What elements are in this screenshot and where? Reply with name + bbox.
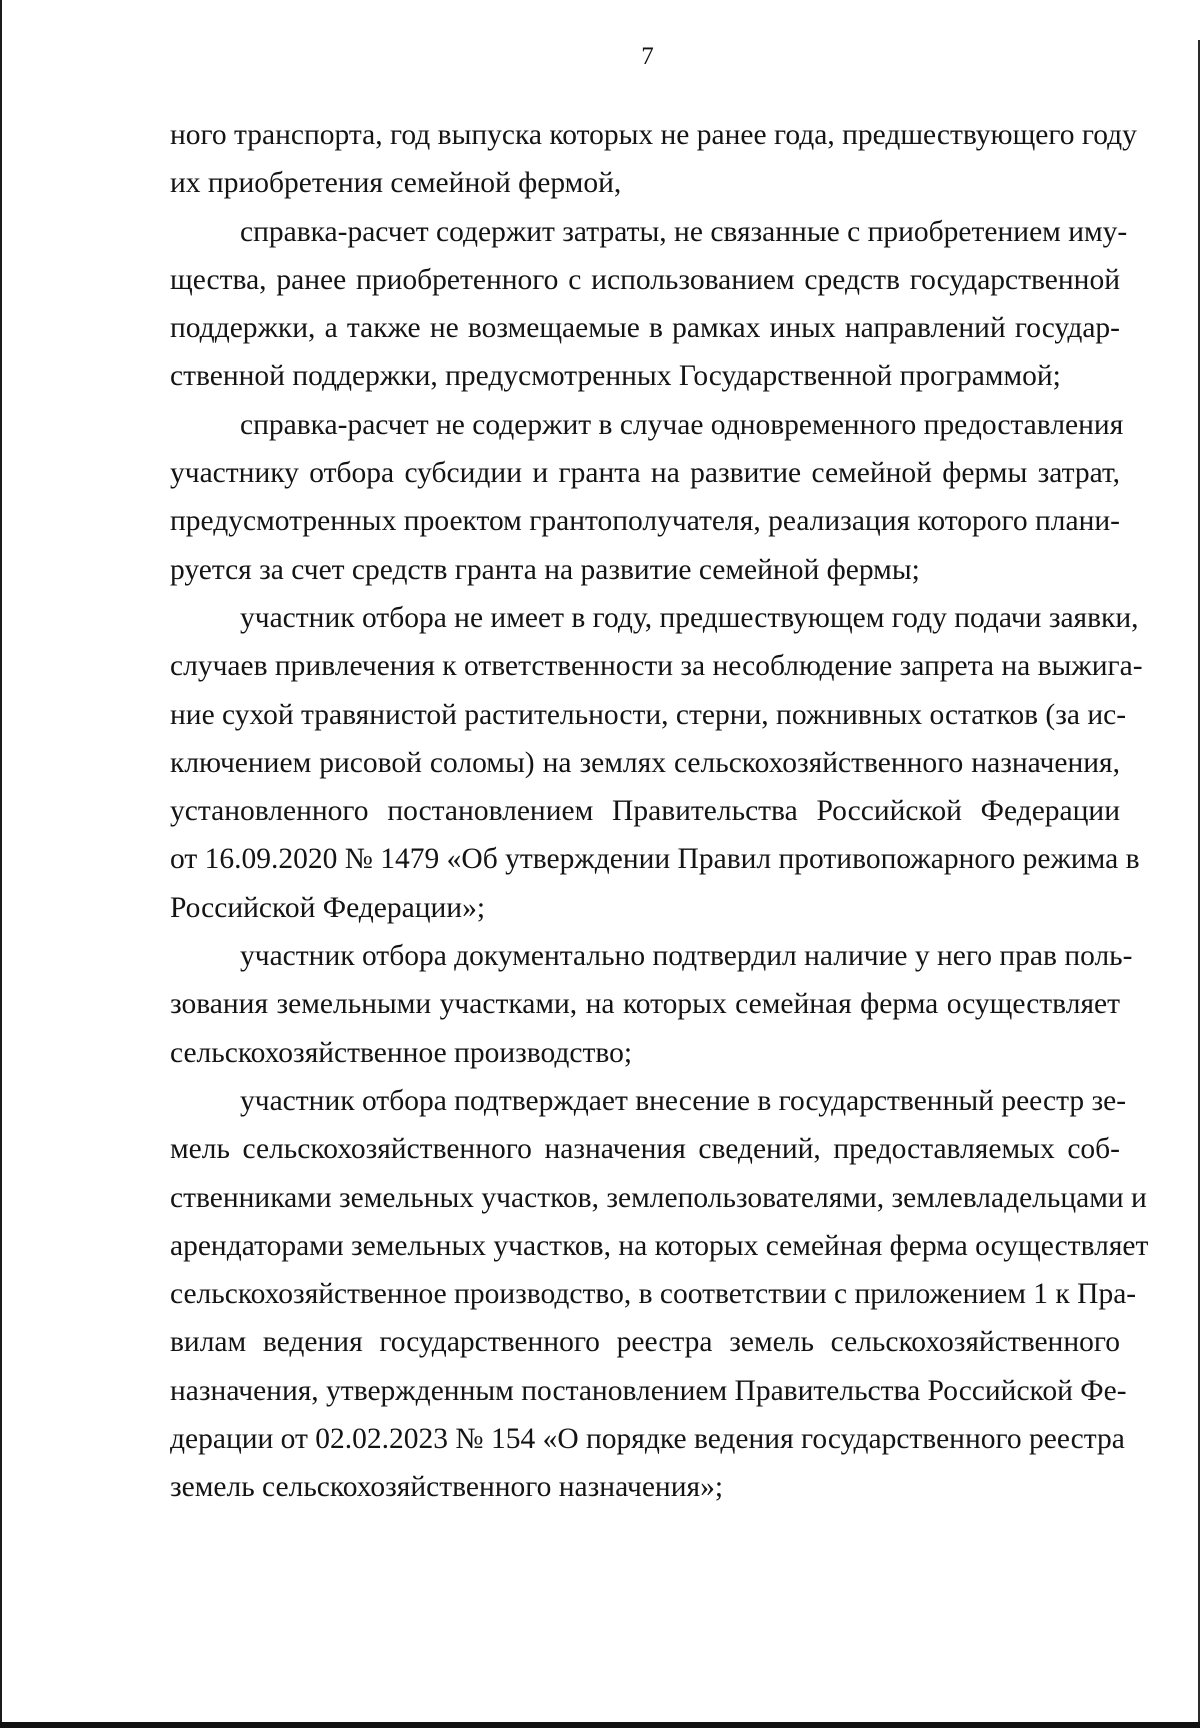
text-line: земель сельскохозяйственного назначения»; xyxy=(170,1471,724,1504)
paragraph xyxy=(170,401,1124,594)
text-line: назначения, утвержденным постановлением Правительства Российской Фе- xyxy=(170,1374,1127,1407)
paragraph xyxy=(170,1077,1149,1512)
text-line: Российской Федерации»; xyxy=(170,891,486,924)
text-line: ние сухой травянистой растительности, стерни, пожнивных остатков (за ис- xyxy=(170,698,1127,731)
scan-edge-bottom xyxy=(0,1722,1200,1728)
text-line: сельскохозяйственное производство, в соответствии с приложением 1 к Пра- xyxy=(170,1278,1137,1311)
text-line: участник отбора документально подтвердил наличие у него прав поль- xyxy=(240,940,1133,973)
text-line: дерации от 02.02.2023 № 154 «О порядке ведения государственного реестра xyxy=(170,1423,1125,1456)
text-line: сельскохозяйственное производство; xyxy=(170,1036,633,1069)
text-line: участник отбора подтверждает внесение в государственный реестр зе- xyxy=(240,1084,1127,1117)
text-line: от 16.09.2020 № 1479 «Об утверждении Правил противопожарного режима в xyxy=(170,843,1140,876)
text-line: арендаторами земельных участков, на которых семейная ферма осуществляет xyxy=(170,1229,1149,1262)
text-line: зования земельными участками, на которых семейная ферма осуществляет xyxy=(170,988,1120,1021)
page-number: 7 xyxy=(641,43,654,70)
text-line: участнику отбора субсидии и гранта на развитие семейной фермы затрат, xyxy=(170,457,1120,490)
text-line: ключением рисовой соломы) на землях сельскохозяйственного назначения, xyxy=(170,746,1120,779)
text-line: установленного постановлением Правительства Российской Федерации xyxy=(170,795,1120,828)
text-line: поддержки, а также не возмещаемые в рамках иных направлений государ- xyxy=(170,312,1120,345)
paragraph xyxy=(170,111,1137,208)
document-body xyxy=(170,111,1149,1512)
scan-edge-left xyxy=(0,0,2,1728)
paragraph xyxy=(170,594,1143,932)
text-line: вилам ведения государственного реестра земель сельскохозяйственного xyxy=(170,1326,1120,1359)
text-line: справка-расчет содержит затраты, не связанные с приобретением иму- xyxy=(240,215,1128,248)
paragraph xyxy=(170,932,1133,1077)
text-line: справка-расчет не содержит в случае одновременного предоставления xyxy=(240,408,1124,441)
text-line: их приобретения семейной фермой, xyxy=(170,167,622,200)
text-line: ственниками земельных участков, землепользователями, землевладельцами и xyxy=(170,1181,1147,1214)
text-line: ственной поддержки, предусмотренных Государственной программой; xyxy=(170,360,1061,393)
text-line: участник отбора не имеет в году, предшествующем году подачи заявки, xyxy=(240,601,1139,634)
text-line: случаев привлечения к ответственности за несоблюдение запрета на выжига- xyxy=(170,650,1143,683)
text-line: предусмотренных проектом грантополучателя, реализация которого плани- xyxy=(170,505,1120,538)
text-line: руется за счет средств гранта на развитие семейной фермы; xyxy=(170,553,920,586)
paragraph xyxy=(170,208,1128,401)
text-line: мель сельскохозяйственного назначения сведений, предоставляемых соб- xyxy=(170,1133,1120,1166)
text-line: щества, ранее приобретенного с использованием средств государственной xyxy=(170,263,1120,296)
text-line: ного транспорта, год выпуска которых не ранее года, предшествующего году xyxy=(170,119,1137,151)
